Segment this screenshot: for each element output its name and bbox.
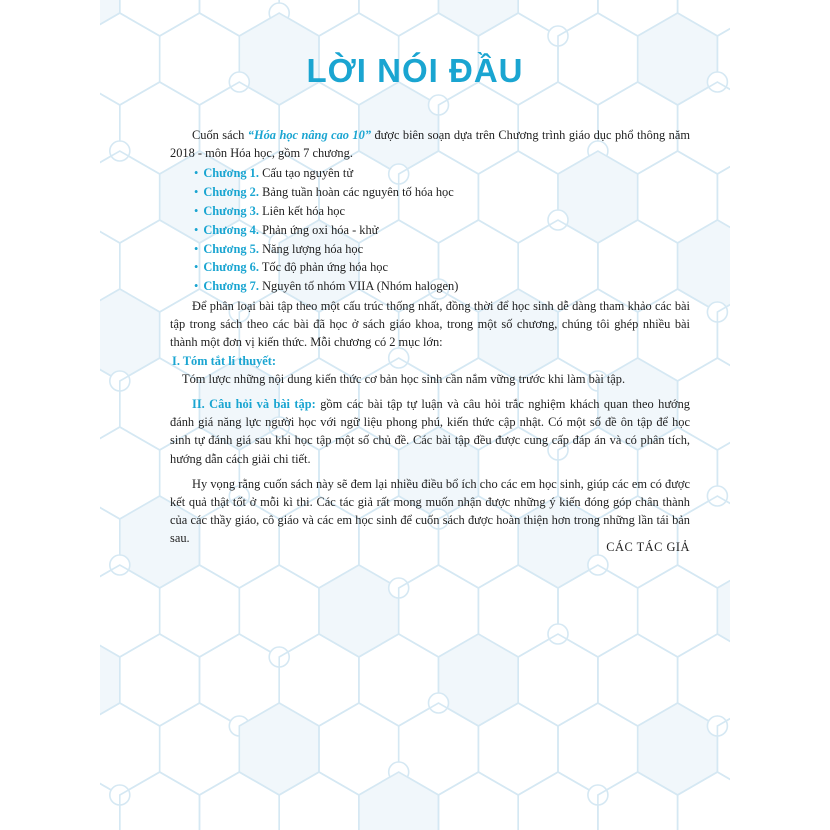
chapter-title: Tốc độ phản ứng hóa học (258, 260, 388, 275)
chapter-label: Chương 5. (203, 241, 259, 256)
bullet-icon: • (194, 260, 199, 275)
preface-body (170, 126, 690, 548)
chapter-item (194, 183, 690, 202)
bullet-icon: • (194, 279, 199, 294)
chapter-item (194, 277, 690, 296)
chapter-item (194, 221, 690, 240)
chapter-title: Năng lượng hóa học (258, 241, 364, 256)
intro-suffix: được biên soạn dựa trên Chương trình giáo dục phổ thông năm 2018 - môn Hóa học, gồm 7 chương. (170, 128, 690, 161)
closing-paragraph: Hy vọng rằng cuốn sách này sẽ đem lại nhiều điều bổ ích cho các em học sinh, giúp các em có được kết quả thật tốt ở mỗi kì thi. Các tác giả rất mong muốn nhận được những ý kiến đóng góp chân thành của các thầy giáo, cô giáo và các em học sinh để cuốn sách được hoàn thiện hơn trong những lần tái bản sau. (170, 476, 690, 546)
signature: CÁC TÁC GIẢ (606, 540, 690, 554)
chapter-label: Chương 7. (203, 279, 259, 294)
section-summary-text: Tóm lược những nội dung kiến thức cơ bản học sinh cần nắm vững trước khi làm bài tập. (182, 371, 626, 386)
page (100, 0, 730, 830)
chapter-label: Chương 4. (203, 222, 259, 237)
chapter-label: Chương 6. (203, 260, 259, 275)
bullet-icon: • (194, 222, 199, 237)
chapter-item (194, 202, 690, 221)
chapter-label: Chương 1. (203, 166, 259, 181)
section-exercises-text: gồm các bài tập tự luận và câu hỏi trắc nghiệm khách quan theo hướng đánh giá năng lực người học với ngữ liệu phong phú, kiến thức cập nhật. Có một số đề ôn tập để học sinh tự đánh giá sau khi học tập một số chủ đề. Các bài tập đều được cung cấp đáp án và có phân tích, hướng dẫn cách giải chi tiết. (170, 397, 690, 466)
chapter-title: Nguyên tố nhóm VIIA (Nhóm halogen) (258, 279, 459, 294)
chapter-title: Bảng tuần hoàn các nguyên tố hóa học (258, 185, 454, 200)
chapter-label: Chương 3. (203, 204, 259, 218)
section-exercises-paragraph (170, 395, 690, 468)
bullet-icon: • (194, 204, 199, 218)
chapter-item (194, 240, 690, 259)
section-heading-summary: I. Tóm tắt lí thuyết: (172, 353, 277, 368)
chapter-label: Chương 2. (203, 185, 259, 200)
book-title: “Hóa học nâng cao 10” (247, 128, 372, 142)
chapter-title: Phản ứng oxi hóa - khử (258, 222, 379, 237)
chapter-item (194, 164, 690, 183)
structure-paragraph: Để phân loại bài tập theo một cấu trúc thống nhất, đồng thời để học sinh dễ dàng tham khảo các bài tập trong sách theo các bài đã học ở sách giáo khoa, trong một số chương, chúng tôi ghép nhiều bài thành một đơn vị kiến thức. Mỗi chương có 2 mục lớn: (170, 298, 690, 350)
bullet-icon: • (194, 241, 199, 256)
intro-paragraph (170, 126, 690, 162)
page-title: LỜI NÓI ĐẦU (306, 52, 524, 89)
chapter-list (170, 164, 690, 296)
bullet-icon: • (194, 185, 199, 200)
chapter-item (194, 258, 690, 277)
intro-prefix: Cuốn sách (192, 128, 248, 142)
bullet-icon: • (194, 166, 199, 181)
chapter-title: Liên kết hóa học (258, 204, 345, 218)
chapter-title: Cấu tạo nguyên tử (258, 166, 354, 181)
section-heading-exercises: II. Câu hỏi và bài tập: (192, 397, 316, 411)
